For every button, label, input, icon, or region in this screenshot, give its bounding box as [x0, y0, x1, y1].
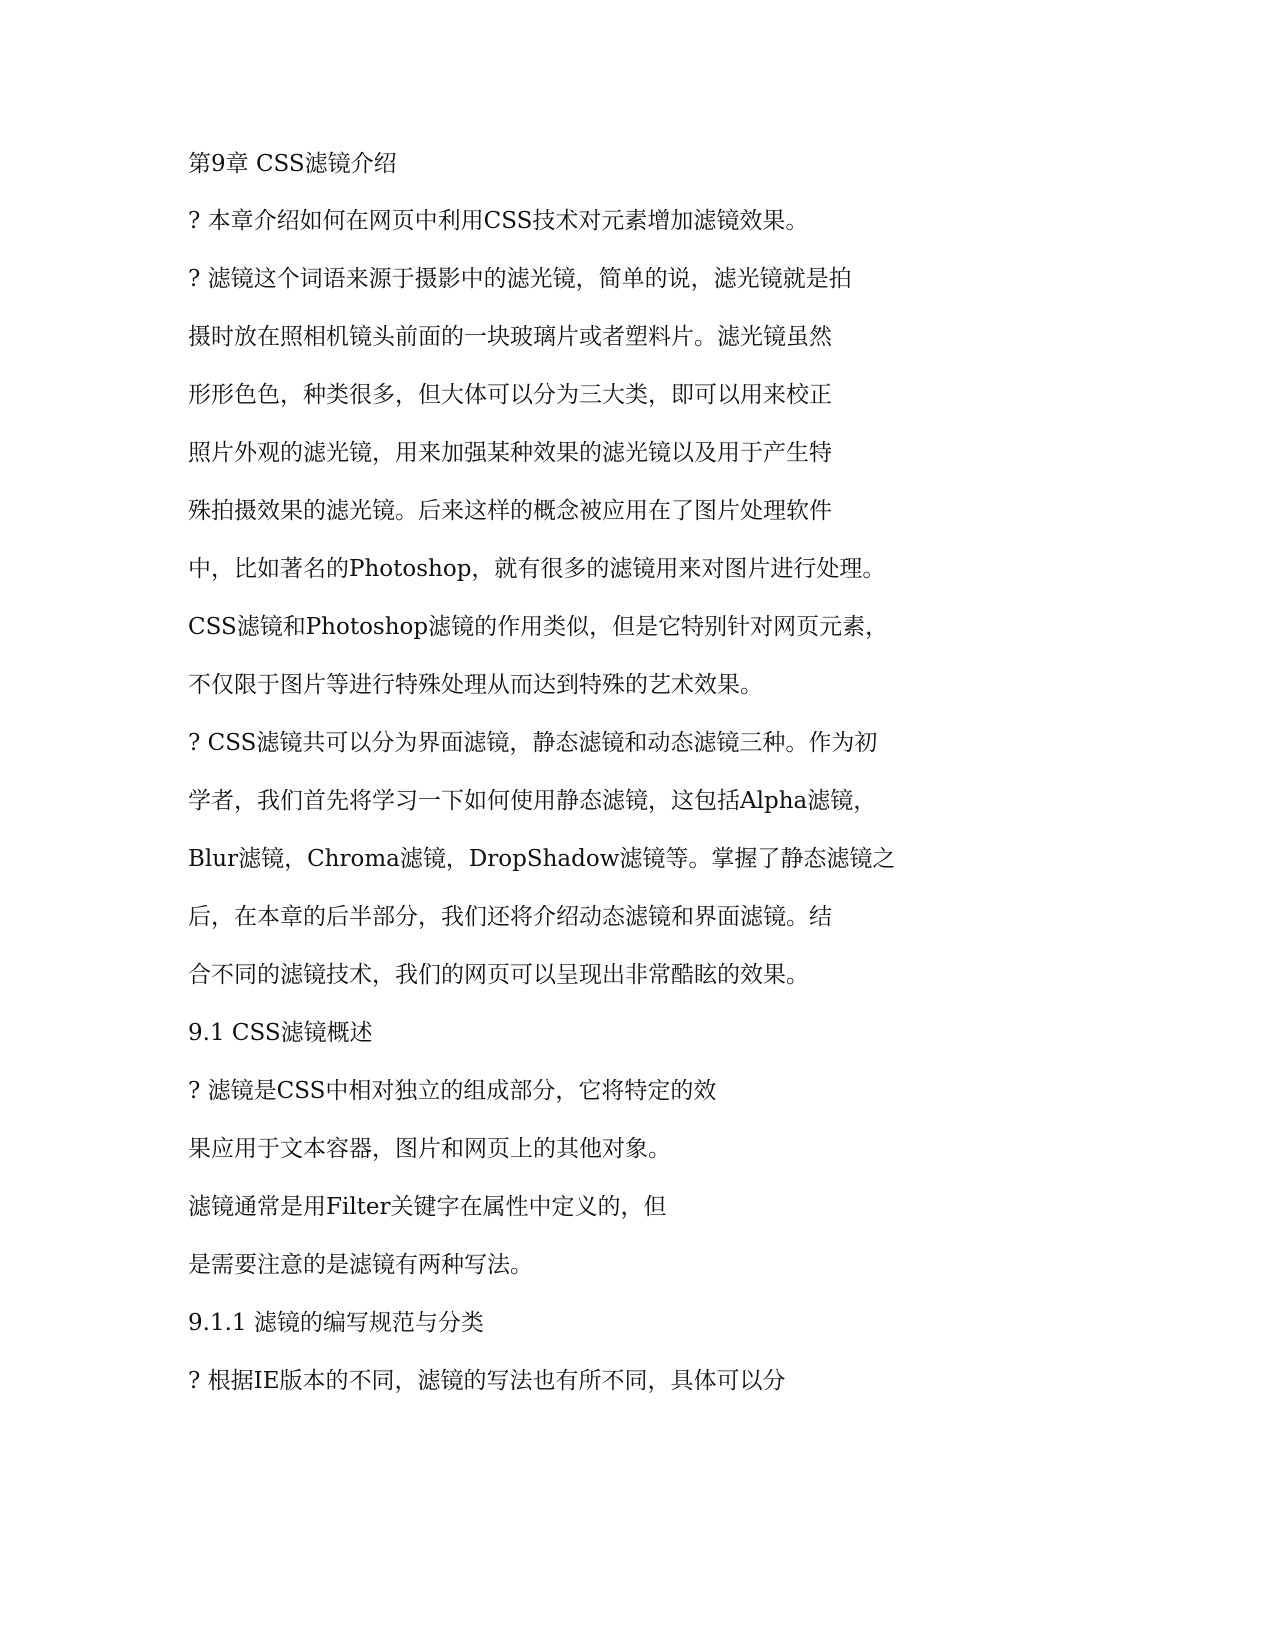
paragraph-line: 中，比如著名的Photoshop，就有很多的滤镜用来对图片进行处理。	[188, 556, 886, 582]
paragraph-line: ? 滤镜是CSS中相对独立的组成部分，它将特定的效	[188, 1078, 717, 1104]
paragraph-line: ? 滤镜这个词语来源于摄影中的滤光镜，简单的说，滤光镜就是拍	[188, 266, 852, 292]
paragraph-line: 学者，我们首先将学习一下如何使用静态滤镜，这包括Alpha滤镜，	[188, 788, 877, 814]
paragraph-line: 摄时放在照相机镜头前面的一块玻璃片或者塑料片。滤光镜虽然	[188, 324, 832, 350]
paragraph-line: 果应用于文本容器，图片和网页上的其他对象。	[188, 1136, 671, 1162]
paragraph-line: 照片外观的滤光镜，用来加强某种效果的滤光镜以及用于产生特	[188, 440, 832, 466]
paragraph-line: ? CSS滤镜共可以分为界面滤镜，静态滤镜和动态滤镜三种。作为初	[188, 730, 878, 756]
paragraph-line: ? 根据IE版本的不同，滤镜的写法也有所不同，具体可以分	[188, 1368, 786, 1394]
subsection-heading: 9.1.1 滤镜的编写规范与分类	[188, 1310, 484, 1336]
paragraph-line: CSS滤镜和Photoshop滤镜的作用类似，但是它特别针对网页元素，	[188, 614, 889, 640]
paragraph-line: 殊拍摄效果的滤光镜。后来这样的概念被应用在了图片处理软件	[188, 498, 832, 524]
paragraph-line: 合不同的滤镜技术，我们的网页可以呈现出非常酷眩的效果。	[188, 962, 809, 988]
paragraph-line: 后，在本章的后半部分，我们还将介绍动态滤镜和界面滤镜。结	[188, 904, 832, 930]
paragraph-line: ? 本章介绍如何在网页中利用CSS技术对元素增加滤镜效果。	[188, 208, 809, 234]
paragraph-line: 形形色色，种类很多，但大体可以分为三大类，即可以用来校正	[188, 382, 832, 408]
paragraph-line: Blur滤镜，Chroma滤镜，DropShadow滤镜等。掌握了静态滤镜之	[188, 846, 896, 872]
paragraph-line: 滤镜通常是用Filter关键字在属性中定义的，但	[188, 1194, 667, 1220]
chapter-title: 第9章 CSS滤镜介绍	[188, 151, 397, 177]
section-heading: 9.1 CSS滤镜概述	[188, 1020, 373, 1046]
paragraph-line: 不仅限于图片等进行特殊处理从而达到特殊的艺术效果。	[188, 672, 763, 698]
paragraph-line: 是需要注意的是滤镜有两种写法。	[188, 1252, 533, 1278]
